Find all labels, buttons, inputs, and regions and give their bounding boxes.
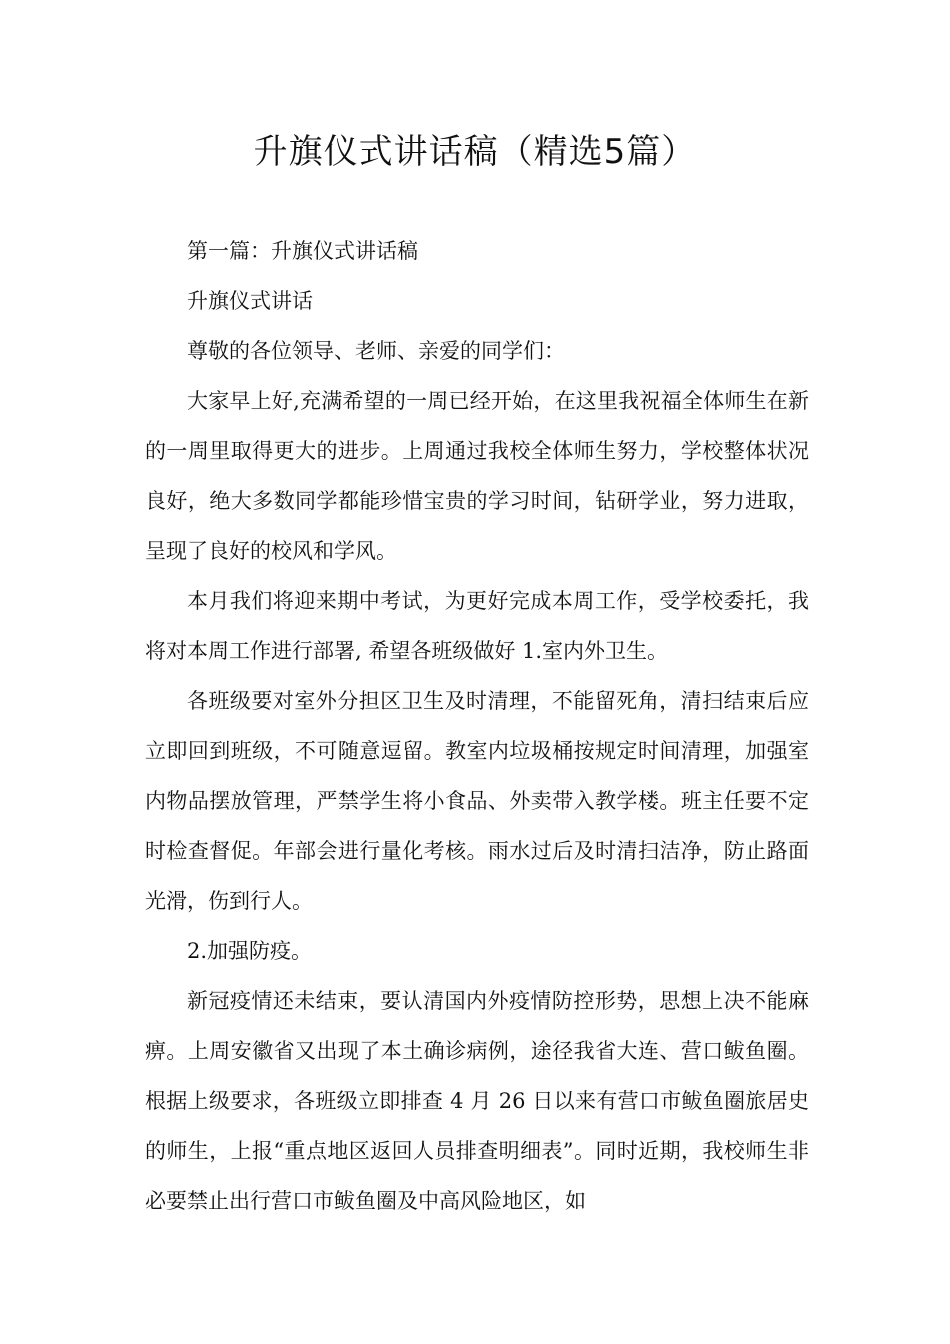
paragraph-greeting: 大家早上好,充满希望的一周已经开始，在这里我祝福全体师生在新的一周里取得更大的进步。上周通过我校全体师生努力，学校整体状况良好，绝大多数同学都能珍惜宝贵的学习时间，钻研学业，努力进取，呈现了良好的校风和学风。 <box>145 389 809 563</box>
document-title: 升旗仪式讲话稿（精选5篇） <box>253 132 697 172</box>
paragraph-hygiene: 各班级要对室外分担区卫生及时清理，不能留死角，清扫结束后应立即回到班级，不可随意逗留。教室内垃圾桶按规定时间清理，加强室内物品摆放管理，严禁学生将小食品、外卖带入教学楼。班主任要不定时检查督促。年部会进行量化考核。雨水过后及时清扫洁净，防止路面光滑，伤到行人。 <box>145 689 809 913</box>
speech-title: 升旗仪式讲话 <box>187 289 313 313</box>
paragraph-epidemic: 新冠疫情还未结束，要认清国内外疫情防控形势，思想上决不能麻痹。上周安徽省又出现了本土确诊病例，途径我省大连、营口鲅鱼圈。根据上级要求，各班级立即排查 4 月 26 日以来有营口市鲅鱼圈旅居史的师生，上报“重点地区返回人员排查明细表”。同时近期，我校师生非必要禁止出行营口市鲅鱼圈及中高风险地区，如 <box>145 989 809 1213</box>
salutation: 尊敬的各位领导、老师、亲爱的同学们： <box>187 339 565 363</box>
document-body <box>145 226 809 1226</box>
paragraph-exam-notice: 本月我们将迎来期中考试，为更好完成本周工作，受学校委托，我将对本周工作进行部署, 希望各班级做好 1.室内外卫生。 <box>145 589 809 663</box>
paragraph-epidemic-heading: 2.加强防疫。 <box>187 939 313 963</box>
section-heading: 第一篇：升旗仪式讲话稿 <box>187 239 418 263</box>
